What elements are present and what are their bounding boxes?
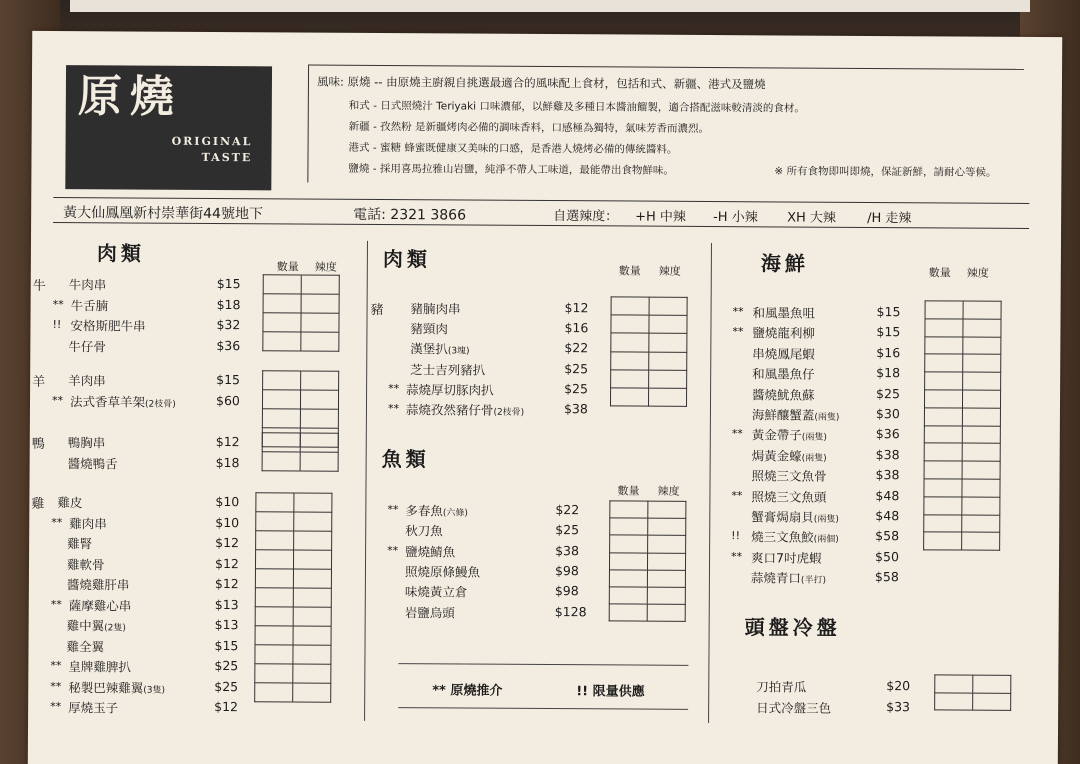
spice-cell[interactable] <box>648 501 686 518</box>
item-marker: ** <box>387 543 399 557</box>
menu-item-price: $32 <box>216 316 241 333</box>
menu-item-name: 豬頸肉 <box>410 321 449 337</box>
spice-cell[interactable] <box>293 664 331 683</box>
qty-cell[interactable] <box>925 336 963 354</box>
spice-option: +H 中辣 <box>635 209 687 225</box>
qty-cell[interactable] <box>255 569 293 588</box>
spice-header: 辣度 <box>314 260 337 274</box>
intro-main: 風味: 原燒 -- 由原燒主廚親自挑選最適合的風味配上食材，包括和式、新疆、港式及鹽燒 <box>316 74 766 92</box>
spice-cell[interactable] <box>962 443 1000 461</box>
spice-cell[interactable] <box>293 683 331 702</box>
menu-item-name: 串燒鳳尾蝦 <box>752 346 815 362</box>
menu-item-name: 蒜燒厚切豚肉扒 <box>406 381 494 398</box>
order-grid[interactable] <box>610 296 688 407</box>
qty-cell[interactable] <box>924 425 962 443</box>
qty-cell[interactable] <box>610 518 648 535</box>
spice-cell[interactable] <box>963 354 1001 372</box>
spice-cell[interactable] <box>293 607 331 626</box>
category-title-fish: 魚類 <box>381 447 430 472</box>
spice-cell[interactable] <box>293 645 331 664</box>
menu-item-name: 多春魚(六條) <box>405 503 468 519</box>
qty-cell[interactable] <box>935 675 973 693</box>
qty-cell[interactable] <box>924 408 962 426</box>
address-bar <box>53 197 1029 229</box>
menu-item-price: $33 <box>886 699 911 715</box>
intro-line: 新疆 - 孜然粉 是新疆烤肉必備的調味香料，口感極為獨特，氣味芳香而濃烈。 <box>348 120 710 135</box>
spice-cell[interactable] <box>962 390 1000 408</box>
menu-item-name: 鹽燒龍利柳 <box>752 325 815 342</box>
menu-sheet <box>28 31 1063 764</box>
spice-cell[interactable] <box>300 390 338 409</box>
logo-english-name: ORIGINAL TASTE <box>171 134 253 165</box>
menu-item-price: $22 <box>564 340 589 356</box>
spice-cell[interactable] <box>648 536 686 553</box>
order-grid[interactable] <box>262 274 339 351</box>
menu-item-price: $38 <box>875 467 900 483</box>
qty-cell[interactable] <box>256 512 294 531</box>
spice-cell[interactable] <box>649 352 687 370</box>
spice-cell[interactable] <box>301 313 339 332</box>
category-title-seafood: 海鮮 <box>760 251 809 276</box>
menu-item-price: $98 <box>554 583 579 599</box>
qty-cell[interactable] <box>263 332 301 351</box>
qty-cell[interactable] <box>263 294 301 313</box>
menu-item-price: $98 <box>554 562 579 579</box>
order-grid[interactable] <box>609 500 687 622</box>
menu-item-price: $15 <box>876 324 901 340</box>
menu-item-price: $13 <box>214 596 239 612</box>
qty-cell[interactable] <box>610 535 648 552</box>
menu-item-name: 醬燒雞肝串 <box>66 577 130 593</box>
item-marker: ** <box>731 427 743 441</box>
spice-cell[interactable] <box>973 675 1011 693</box>
spice-cell[interactable] <box>301 275 339 294</box>
item-marker: !! <box>52 317 62 332</box>
menu-item-price: $25 <box>564 380 589 397</box>
menu-item-name: 岩鹽烏頭 <box>404 604 455 620</box>
menu-item-name: 豬腩肉串 <box>410 301 461 317</box>
menu-item-name: 蒜燒孜然豬仔骨(2枝骨) <box>405 402 525 418</box>
spice-cell[interactable] <box>294 531 332 550</box>
item-marker: ** <box>387 402 400 416</box>
menu-item-price: $15 <box>214 637 239 653</box>
category-title-cold-dishes: 頭盤冷盤 <box>744 615 841 640</box>
item-marker: ** <box>731 549 743 564</box>
menu-item-name: 牛肉串 <box>68 277 107 293</box>
item-marker: ** <box>731 488 743 502</box>
logo-chinese-name: 原燒 <box>77 71 183 123</box>
item-portion: (2枝骨) <box>493 407 525 418</box>
menu-item-price: $38 <box>563 401 588 417</box>
spice-header: 辣度 <box>657 484 680 498</box>
menu-item-name: 厚燒玉子 <box>68 700 119 716</box>
qty-cell[interactable] <box>925 319 963 337</box>
menu-item-name: 爽口7吋虎蝦 <box>751 550 822 566</box>
column-divider <box>364 241 368 721</box>
spice-cell[interactable] <box>648 518 686 535</box>
menu-item-price: $15 <box>216 275 241 292</box>
qty-cell[interactable] <box>925 301 963 319</box>
qty-cell[interactable] <box>924 479 962 497</box>
menu-item-name: 漢堡扒(3塊) <box>410 341 470 357</box>
qty-cell[interactable] <box>611 370 649 388</box>
menu-item-name: 皇牌雞脾扒 <box>68 659 131 675</box>
legend-recommend: ** 原燒推介 <box>432 683 503 699</box>
spice-option: -H 小辣 <box>713 210 758 226</box>
spice-cell[interactable] <box>647 587 685 604</box>
spice-cell[interactable] <box>300 409 338 428</box>
qty-cell[interactable] <box>255 588 293 607</box>
footer-rule <box>398 707 688 710</box>
menu-item-price: $30 <box>875 406 900 422</box>
spice-cell[interactable] <box>301 332 339 351</box>
menu-item-name: 雞中翼(2隻) <box>66 618 126 634</box>
flavour-intro <box>307 65 1024 187</box>
item-portion: (兩隻) <box>801 453 827 464</box>
item-portion: (六條) <box>442 508 468 519</box>
menu-item-name: 醬燒魷魚蘇 <box>752 386 815 403</box>
qty-cell[interactable] <box>255 664 293 683</box>
menu-item-price: $13 <box>214 616 239 633</box>
spice-cell[interactable] <box>649 370 687 388</box>
spice-cell[interactable] <box>301 371 339 390</box>
group-label: 鴨 <box>31 436 45 452</box>
intro-line: 鹽燒 - 採用喜馬拉雅山岩鹽，純淨不帶人工味道，最能帶出食物鮮味。 <box>348 162 674 177</box>
order-grid[interactable] <box>923 300 1002 551</box>
menu-item-price: $48 <box>875 487 900 503</box>
qty-header: 數量 <box>617 484 640 498</box>
qty-cell[interactable] <box>611 297 649 315</box>
menu-item-price: $10 <box>215 514 240 530</box>
qty-cell[interactable] <box>262 409 300 428</box>
menu-item-name: 秘製巴辣雞翼(3隻) <box>68 679 166 696</box>
menu-item-price: $18 <box>216 296 241 312</box>
menu-item-price: $25 <box>555 522 580 538</box>
qty-cell[interactable] <box>256 493 294 512</box>
qty-cell[interactable] <box>610 501 648 518</box>
item-marker: ** <box>50 658 62 673</box>
menu-item-name: 雞全翼 <box>66 638 105 654</box>
spice-cell[interactable] <box>294 512 332 531</box>
menu-item-price: $22 <box>555 502 580 518</box>
item-marker: ** <box>51 393 64 407</box>
menu-item-name: 刀拍青瓜 <box>756 679 807 695</box>
qty-cell[interactable] <box>925 372 963 390</box>
group-label: 雞 <box>31 496 45 512</box>
menu-item-name: 照燒三文魚頭 <box>751 488 827 505</box>
item-portion: (2隻) <box>104 623 126 634</box>
menu-item-name: 牛仔骨 <box>68 338 106 354</box>
spice-cell[interactable] <box>963 301 1001 319</box>
qty-header: 數量 <box>928 266 951 280</box>
item-portion: (兩個) <box>813 535 839 546</box>
qty-cell[interactable] <box>262 452 300 471</box>
qty-cell[interactable] <box>609 604 647 621</box>
qty-cell[interactable] <box>255 607 293 626</box>
item-marker: ** <box>50 597 62 611</box>
menu-item-price: $60 <box>215 392 240 408</box>
qty-cell[interactable] <box>611 315 649 333</box>
menu-item-price: $25 <box>876 385 900 401</box>
spice-cell[interactable] <box>293 569 331 588</box>
qty-cell[interactable] <box>924 514 962 532</box>
item-portion: (3隻) <box>143 685 166 696</box>
qty-cell[interactable] <box>256 531 294 550</box>
menu-item-price: $12 <box>214 698 239 715</box>
item-portion: (2枝骨) <box>144 399 176 410</box>
spice-cell[interactable] <box>300 452 338 471</box>
menu-item-name: 薩摩雞心串 <box>68 597 132 613</box>
qty-cell[interactable] <box>611 333 649 351</box>
menu-item-price: $10 <box>215 493 240 510</box>
spice-cell[interactable] <box>301 294 339 313</box>
qty-cell[interactable] <box>609 552 647 569</box>
legend-limited: !! 限量供應 <box>576 684 645 700</box>
item-marker: ** <box>387 503 399 517</box>
menu-item-name: 味燒黃立倉 <box>404 584 468 600</box>
menu-item-name: 和風墨魚仔 <box>752 366 815 382</box>
spice-cell[interactable] <box>963 372 1001 390</box>
menu-item-name: 法式香草羊架(2枝骨) <box>69 393 176 410</box>
menu-item-price: $18 <box>215 454 240 470</box>
qty-header: 數量 <box>276 260 299 274</box>
item-portion: (半打) <box>800 575 827 586</box>
shop-address: 黃大仙鳳凰新村崇華街44號地下 <box>63 205 264 223</box>
spice-cell[interactable] <box>649 334 687 352</box>
order-grid[interactable] <box>262 432 339 471</box>
spice-cell[interactable] <box>962 426 1000 444</box>
qty-cell[interactable] <box>609 587 647 604</box>
spice-header: 辣度 <box>966 266 989 280</box>
item-portion: (3塊) <box>447 346 470 357</box>
spice-cell[interactable] <box>962 532 1000 550</box>
menu-item-price: $58 <box>875 528 900 544</box>
menu-item-price: $12 <box>214 575 239 592</box>
qty-cell[interactable] <box>263 371 301 390</box>
spice-cell[interactable] <box>647 553 685 570</box>
qty-cell[interactable] <box>924 532 962 550</box>
spice-cell[interactable] <box>962 515 1000 533</box>
menu-item-price: $50 <box>875 548 899 564</box>
menu-item-name: 羊肉串 <box>68 373 106 389</box>
menu-item-price: $25 <box>214 657 239 674</box>
intro-note: ※ 所有食物即叫即燒，保証新鮮，請耐心等候。 <box>774 165 997 179</box>
menu-item-price: $25 <box>214 678 239 694</box>
menu-item-name: 鹽燒鯖魚 <box>405 543 456 560</box>
order-grid[interactable] <box>254 492 332 702</box>
menu-item-price: $38 <box>875 446 900 462</box>
qty-cell[interactable] <box>262 390 300 409</box>
menu-item-price: $16 <box>876 344 901 360</box>
spice-cell[interactable] <box>647 604 685 621</box>
menu-item-price: $15 <box>876 304 901 320</box>
spice-cell[interactable] <box>300 433 338 452</box>
qty-cell[interactable] <box>924 461 962 479</box>
qty-cell[interactable] <box>609 570 647 587</box>
menu-item-name: 雞軟骨 <box>66 556 105 572</box>
qty-cell[interactable] <box>924 443 962 461</box>
menu-item-price: $38 <box>555 542 580 558</box>
qty-header: 數量 <box>618 264 641 278</box>
menu-item-name: 照燒原條鰻魚 <box>404 564 481 580</box>
menu-item-price: $36 <box>216 337 241 353</box>
menu-item-name: 牛舌腩 <box>70 297 109 313</box>
qty-cell[interactable] <box>255 550 293 569</box>
menu-item-price: $12 <box>564 300 589 316</box>
spice-option: /H 走辣 <box>867 210 912 227</box>
qty-cell[interactable] <box>611 351 649 369</box>
menu-item-name: 秋刀魚 <box>405 523 443 539</box>
menu-item-name: 蒜燒青口(半打) <box>750 570 827 586</box>
item-marker: ** <box>732 325 744 339</box>
qty-cell[interactable] <box>924 497 962 515</box>
menu-item-name: 照燒三文魚骨 <box>751 468 827 484</box>
menu-item-name: 燒三文魚鮫(兩個) <box>751 529 839 546</box>
item-portion: (兩隻) <box>814 412 840 423</box>
spice-header: 辣度 <box>658 264 681 278</box>
menu-item-price: $25 <box>564 360 589 376</box>
spice-cell[interactable] <box>973 693 1011 711</box>
spice-option: XH 大辣 <box>787 210 837 226</box>
menu-item-name: 海鮮釀蟹蓋(兩隻) <box>751 407 840 423</box>
item-portion: (兩隻) <box>813 514 839 525</box>
qty-cell[interactable] <box>935 692 973 710</box>
menu-item-name: 雞皮 <box>57 495 83 511</box>
order-grid[interactable] <box>934 674 1011 710</box>
qty-cell[interactable] <box>925 354 963 372</box>
group-label: 牛 <box>32 278 46 294</box>
paper-edge <box>70 0 1030 12</box>
group-label-pork: 豬 <box>370 302 384 319</box>
qty-cell[interactable] <box>255 683 293 702</box>
spice-cell[interactable] <box>963 337 1001 355</box>
spice-cell[interactable] <box>962 497 1000 515</box>
group-label: 羊 <box>32 374 46 390</box>
menu-item-name: 日式冷盤三色 <box>756 700 832 716</box>
menu-item-name: 雞腎 <box>67 536 93 552</box>
spice-cell[interactable] <box>293 588 331 607</box>
spice-cell[interactable] <box>648 388 686 406</box>
item-portion: (兩隻) <box>801 432 827 444</box>
spice-cell[interactable] <box>649 315 687 333</box>
menu-item-price: $48 <box>875 508 900 524</box>
spice-cell[interactable] <box>293 626 331 645</box>
spice-cell[interactable] <box>647 570 685 587</box>
spice-cell[interactable] <box>962 461 1000 479</box>
menu-item-price: $12 <box>214 555 239 571</box>
spice-cell[interactable] <box>294 493 332 512</box>
spice-cell[interactable] <box>293 550 331 569</box>
menu-item-price: $12 <box>215 433 240 450</box>
item-marker: ** <box>388 381 400 395</box>
qty-cell[interactable] <box>263 275 301 294</box>
menu-item-name: 醬燒鴨舌 <box>67 455 118 471</box>
spice-label: 自選辣度： <box>553 209 619 225</box>
menu-item-name: 和風墨魚咀 <box>752 305 816 321</box>
menu-item-name: 黃金帶子(兩隻) <box>751 427 827 444</box>
category-title-meat: 肉類 <box>96 241 145 266</box>
menu-item-name: 焗黃金蠔(兩隻) <box>751 448 827 464</box>
spice-cell[interactable] <box>649 297 687 315</box>
item-marker: ** <box>50 699 62 714</box>
menu-item-price: $18 <box>876 365 901 381</box>
qty-cell[interactable] <box>924 390 962 408</box>
menu-item-price: $36 <box>875 426 900 442</box>
column-divider <box>708 243 712 723</box>
spice-cell[interactable] <box>962 408 1000 426</box>
spice-cell[interactable] <box>962 479 1000 497</box>
intro-line: 港式 - 蜜糖 蜂蜜既健康又美味的口感，是香港人燒烤必備的傳統醬料。 <box>348 141 678 156</box>
qty-cell[interactable] <box>263 313 301 332</box>
qty-cell[interactable] <box>262 433 300 452</box>
qty-cell[interactable] <box>255 626 293 645</box>
item-marker: ** <box>51 515 63 529</box>
menu-item-price: $58 <box>874 569 899 585</box>
menu-item-name: 蟹膏焗扇貝(兩隻) <box>751 509 839 525</box>
item-marker: ** <box>52 297 64 311</box>
menu-item-name: 安格斯肥牛串 <box>70 318 146 334</box>
item-marker: ** <box>732 305 744 319</box>
menu-item-name: 芝士吉列豬扒 <box>410 361 486 378</box>
shop-logo <box>65 65 272 190</box>
menu-item-price: $16 <box>564 320 589 336</box>
intro-line: 和式 - 日式照燒汁 Teriyaki 口味濃郁，以鮮雞及多種日本醬油餾製，適合搭配滋味較清淡的食材。 <box>348 99 805 115</box>
qty-cell[interactable] <box>610 388 648 406</box>
shop-phone: 電話: 2321 3866 <box>353 206 467 224</box>
menu-item-price: $128 <box>554 603 587 619</box>
category-title-meat: 肉類 <box>382 247 431 272</box>
spice-cell[interactable] <box>963 319 1001 337</box>
menu-item-name: 鴨胸串 <box>67 435 106 451</box>
item-marker: !! <box>731 529 741 543</box>
menu-item-price: $12 <box>215 534 240 551</box>
menu-item-price: $20 <box>886 678 911 694</box>
item-marker: ** <box>50 679 62 693</box>
menu-item-price: $15 <box>216 371 241 388</box>
qty-cell[interactable] <box>255 645 293 664</box>
footer-rule <box>398 663 688 666</box>
menu-item-name: 雞肉串 <box>69 515 107 531</box>
